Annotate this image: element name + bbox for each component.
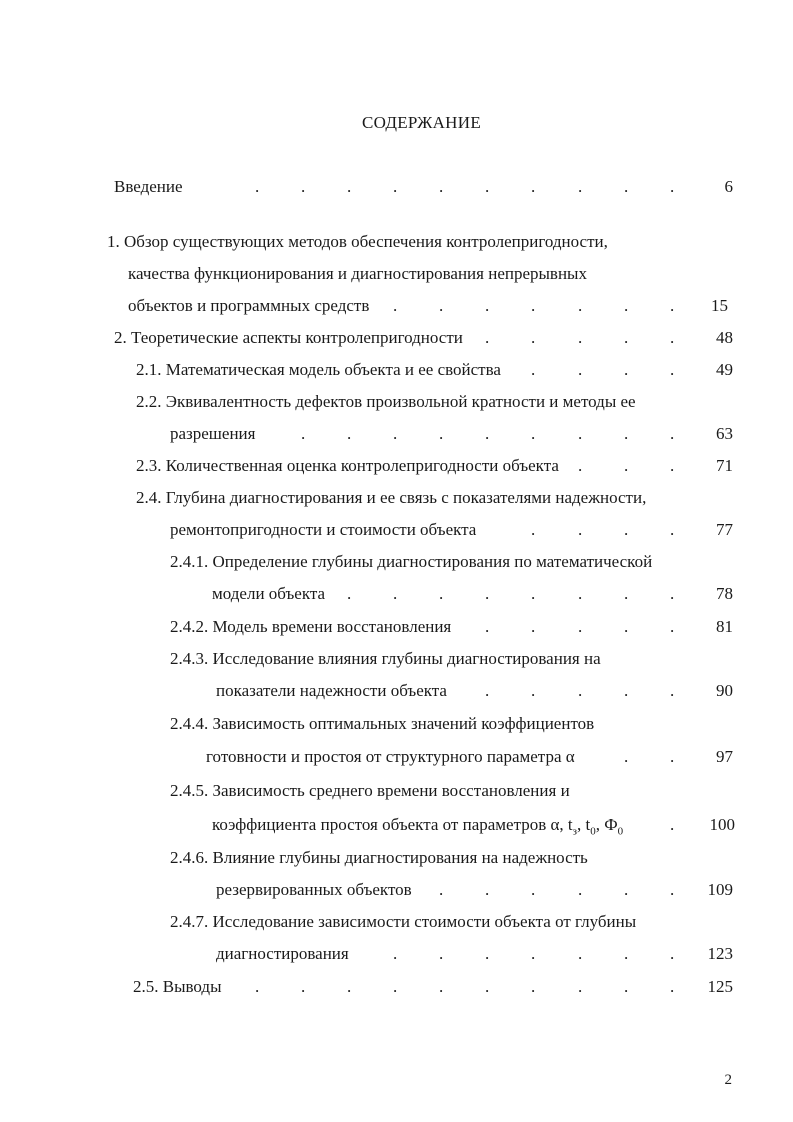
dot-leader: .	[393, 177, 398, 196]
entry-page: 63	[716, 424, 733, 443]
toc-entry-2-5	[0, 975, 793, 999]
dot-leader: .	[439, 944, 444, 963]
subscript-z: з	[572, 825, 577, 838]
entry-page: 15	[711, 296, 728, 315]
dot-leader: .	[347, 177, 352, 196]
toc-entry-2-4-4-line2	[0, 745, 793, 769]
toc-entry-2-4-1-line1	[0, 550, 793, 574]
dot-leader: .	[347, 977, 352, 996]
subscript-0: 0	[590, 825, 596, 838]
entry-page: 109	[707, 880, 733, 899]
dot-leader: .	[670, 296, 675, 315]
dot-leader: .	[531, 880, 536, 899]
entry-page: 90	[716, 681, 733, 700]
dot-leader: .	[578, 681, 583, 700]
dot-leader: .	[485, 681, 490, 700]
entry-page: 71	[716, 456, 733, 475]
entry-text: 2.1. Математическая модель объекта и ее свойства	[136, 360, 501, 379]
toc-entry-2-4-line1	[0, 486, 793, 510]
dot-leader: .	[578, 296, 583, 315]
dot-leader: .	[624, 617, 629, 636]
entry-text: ремонтопригодности и стоимости объекта	[170, 520, 477, 539]
dot-leader: .	[393, 977, 398, 996]
dot-leader: .	[578, 360, 583, 379]
dot-leader: .	[624, 977, 629, 996]
dot-leader: .	[485, 296, 490, 315]
entry-text: 2.4. Глубина диагностирования и ее связь с показателями надежности,	[136, 488, 647, 507]
dot-leader: .	[624, 681, 629, 700]
entry-page: 48	[716, 328, 733, 347]
toc-entry-1-line2	[0, 262, 793, 286]
entry-text: 2.4.6. Влияние глубины диагностирования на надежность	[170, 848, 588, 867]
dot-leader: .	[624, 584, 629, 603]
dot-leader: .	[301, 177, 306, 196]
entry-text: качества функционирования и диагностирования непрерывных	[128, 264, 587, 283]
toc-entry-2-4-1-line2	[0, 582, 793, 606]
dot-leader: .	[670, 747, 675, 766]
dot-leader: .	[578, 177, 583, 196]
dot-leader: .	[439, 424, 444, 443]
dot-leader: .	[670, 360, 675, 379]
dot-leader: .	[670, 177, 675, 196]
dot-leader: .	[624, 177, 629, 196]
dot-leader: .	[670, 815, 675, 834]
dot-leader: .	[531, 977, 536, 996]
dot-leader: .	[485, 977, 490, 996]
dot-leader: .	[670, 617, 675, 636]
page-title: СОДЕРЖАНИЕ	[361, 113, 482, 132]
dot-leader: .	[439, 584, 444, 603]
entry-text: показатели надежности объекта	[216, 681, 447, 700]
dot-leader: .	[393, 944, 398, 963]
dot-leader: .	[624, 520, 629, 539]
entry-text-mid: , t	[577, 815, 591, 834]
toc-entry-2	[0, 326, 793, 350]
dot-leader: .	[578, 520, 583, 539]
dot-leader: .	[624, 296, 629, 315]
entry-text: 2.4.4. Зависимость оптимальных значений коэффициентов	[170, 714, 595, 733]
dot-leader: .	[624, 424, 629, 443]
dot-leader: .	[347, 584, 352, 603]
dot-leader: .	[485, 328, 490, 347]
dot-leader: .	[301, 977, 306, 996]
toc-entry-2-4-7-line1	[0, 910, 793, 934]
dot-leader: .	[670, 328, 675, 347]
dot-leader: .	[485, 424, 490, 443]
dot-leader: .	[531, 681, 536, 700]
dot-leader: .	[531, 360, 536, 379]
toc-entry-2-4-3-line2	[0, 679, 793, 703]
entry-text: резервированных объектов	[216, 880, 412, 899]
dot-leader: .	[578, 584, 583, 603]
dot-leader: .	[670, 944, 675, 963]
dot-leader: .	[485, 880, 490, 899]
dot-leader: .	[670, 977, 675, 996]
dot-leader: .	[347, 424, 352, 443]
entry-page: 49	[716, 360, 733, 379]
entry-text: 2.3. Количественная оценка контролепригодности объекта	[136, 456, 559, 475]
toc-entry-2-4-2	[0, 615, 793, 639]
entry-text: 2.4.5. Зависимость среднего времени восстановления и	[170, 781, 570, 800]
dot-leader: .	[670, 681, 675, 700]
dot-leader: .	[531, 944, 536, 963]
toc-entry-2-2-line2	[0, 422, 793, 446]
entry-text	[212, 813, 623, 843]
dot-leader: .	[439, 177, 444, 196]
dot-leader: .	[531, 520, 536, 539]
entry-text: 2.2. Эквивалентность дефектов произвольной кратности и методы ее	[136, 392, 636, 411]
entry-text: 2.4.1. Определение глубины диагностирования по математической	[170, 552, 653, 571]
dot-leader: .	[439, 296, 444, 315]
entry-page: 77	[716, 520, 733, 539]
toc-entry-2-4-6-line1	[0, 846, 793, 870]
dot-leader: .	[393, 296, 398, 315]
entry-text: разрешения	[170, 424, 256, 443]
dot-leader: .	[670, 880, 675, 899]
dot-leader: .	[393, 424, 398, 443]
entry-page: 81	[716, 617, 733, 636]
dot-leader: .	[255, 177, 260, 196]
entry-text: 1. Обзор существующих методов обеспечения контролепригодности,	[107, 232, 608, 251]
entry-text: 2.4.3. Исследование влияния глубины диагностирования на	[170, 649, 601, 668]
entry-text-tail: , Ф	[595, 815, 618, 834]
dot-leader: .	[531, 328, 536, 347]
dot-leader: .	[624, 880, 629, 899]
entry-text: объектов и программных средств	[128, 296, 370, 315]
entry-text: 2.4.7. Исследование зависимости стоимости объекта от глубины	[170, 912, 637, 931]
dot-leader: .	[439, 977, 444, 996]
dot-leader: .	[531, 584, 536, 603]
dot-leader: .	[578, 328, 583, 347]
toc-entry-2-4-5-line1	[0, 779, 793, 803]
entry-text: диагностирования	[216, 944, 349, 963]
dot-leader: .	[624, 456, 629, 475]
toc-entry-1-line3	[0, 294, 793, 318]
dot-leader: .	[578, 880, 583, 899]
dot-leader: .	[624, 747, 629, 766]
entry-page: 78	[716, 584, 733, 603]
toc-entry-2-4-5-line2	[0, 813, 793, 837]
dot-leader: .	[578, 456, 583, 475]
dot-leader: .	[670, 584, 675, 603]
entry-page: 125	[707, 977, 733, 996]
dot-leader: .	[531, 617, 536, 636]
dot-leader: .	[624, 328, 629, 347]
entry-page: 97	[716, 747, 733, 766]
toc-entry-2-2-line1	[0, 390, 793, 414]
dot-leader: .	[578, 977, 583, 996]
dot-leader: .	[485, 944, 490, 963]
dot-leader: .	[578, 617, 583, 636]
entry-text-main: коэффициента простоя объекта от параметров α, t	[212, 815, 573, 834]
toc-entry-2-4-line2	[0, 518, 793, 542]
dot-leader: .	[624, 360, 629, 379]
entry-text: 2.5. Выводы	[133, 977, 222, 996]
dot-leader: .	[531, 296, 536, 315]
entry-text: 2.4.2. Модель времени восстановления	[170, 617, 452, 636]
entry-text: готовности и простоя от структурного параметра α	[206, 747, 575, 766]
dot-leader: .	[670, 456, 675, 475]
toc-entry-1-line1	[0, 230, 793, 254]
dot-leader: .	[531, 424, 536, 443]
dot-leader: .	[624, 944, 629, 963]
entry-page: 123	[707, 944, 733, 963]
toc-entry-2-1	[0, 358, 793, 382]
page-number: 2	[724, 1072, 732, 1088]
dot-leader: .	[485, 177, 490, 196]
toc-entry-2-4-3-line1	[0, 647, 793, 671]
dot-leader: .	[439, 880, 444, 899]
toc-entry-2-4-7-line2	[0, 942, 793, 966]
dot-leader: .	[255, 977, 260, 996]
entry-page: 100	[709, 815, 735, 834]
entry-page: 6	[724, 177, 733, 196]
toc-entry-introduction	[0, 175, 793, 199]
toc-entry-2-4-6-line2	[0, 878, 793, 902]
entry-text: модели объекта	[212, 584, 326, 603]
dot-leader: .	[578, 424, 583, 443]
dot-leader: .	[531, 177, 536, 196]
dot-leader: .	[670, 424, 675, 443]
dot-leader: .	[393, 584, 398, 603]
dot-leader: .	[485, 584, 490, 603]
toc-entry-2-4-4-line1	[0, 712, 793, 736]
dot-leader: .	[578, 944, 583, 963]
entry-text: Введение	[114, 177, 183, 196]
dot-leader: .	[301, 424, 306, 443]
subscript-0: 0	[617, 825, 624, 838]
toc-entry-2-3	[0, 454, 793, 478]
dot-leader: .	[670, 520, 675, 539]
dot-leader: .	[485, 617, 490, 636]
entry-text: 2. Теоретические аспекты контролепригодности	[114, 328, 463, 347]
